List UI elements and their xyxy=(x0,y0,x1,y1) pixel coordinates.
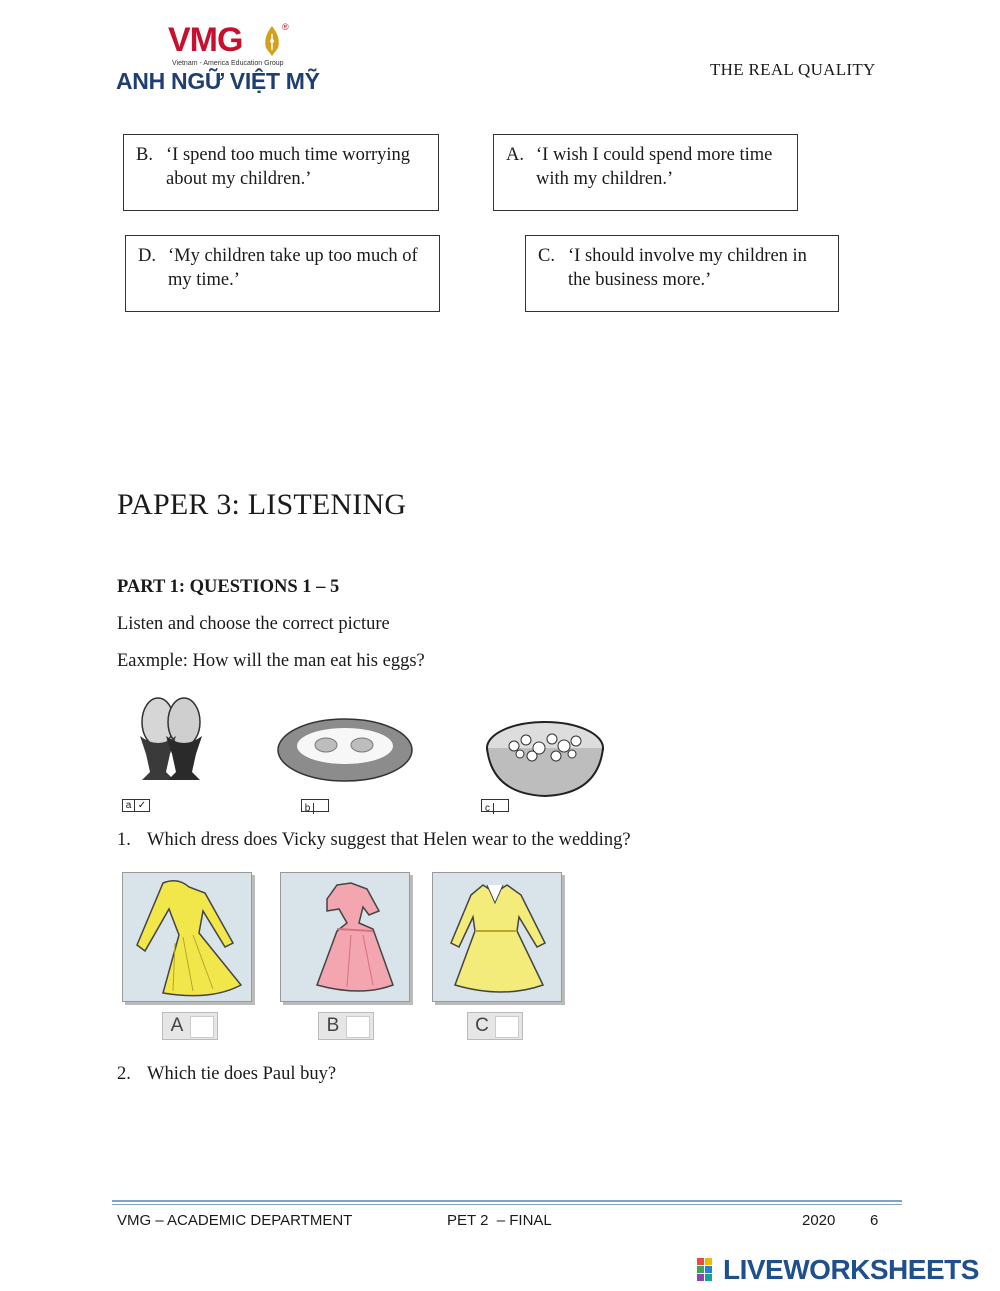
choice-label: a xyxy=(123,800,135,811)
dress-yellow-long-sleeve xyxy=(123,873,251,1001)
footer-title: PET 2 – FINAL xyxy=(447,1212,552,1229)
answer-checkbox[interactable] xyxy=(346,1016,370,1038)
footer-department: VMG – ACADEMIC DEPARTMENT xyxy=(117,1212,353,1229)
registered-mark: ® xyxy=(282,22,289,32)
boiled-eggs-picture xyxy=(130,692,215,787)
option-letter: C. xyxy=(538,246,555,266)
answer-box-dress-a[interactable] xyxy=(162,1012,218,1040)
choice-label: b xyxy=(302,803,314,814)
dress-picture-c xyxy=(432,872,562,1002)
watermark-text: LIVEWORKSHEETS xyxy=(723,1254,979,1285)
option-text: ‘I should involve my children in the business more.’ xyxy=(568,246,807,290)
footer-year: 2020 xyxy=(802,1212,836,1229)
option-box-c xyxy=(525,235,839,312)
answer-checkbox[interactable] xyxy=(495,1016,519,1038)
question-number: 1. xyxy=(117,830,131,850)
option-letter: A. xyxy=(506,145,524,165)
liveworksheets-logo-icon xyxy=(697,1258,721,1282)
answer-box-dress-b[interactable] xyxy=(318,1012,374,1040)
tagline: THE REAL QUALITY xyxy=(710,60,876,79)
option-text: ‘My children take up too much of my time.’ xyxy=(168,246,418,290)
question-1 xyxy=(117,830,631,851)
pen-nib-icon xyxy=(264,26,280,56)
instruction: Listen and choose the correct picture xyxy=(117,614,390,634)
answer-box-a[interactable] xyxy=(122,799,150,812)
checkmark xyxy=(494,800,508,811)
page-number: 6 xyxy=(870,1212,879,1229)
footer-rule xyxy=(112,1204,902,1205)
choice-label: B xyxy=(326,1015,340,1036)
option-box-b xyxy=(123,134,439,211)
dress-pale-yellow-collar xyxy=(433,873,561,1001)
footer-rule xyxy=(112,1200,902,1202)
question-2 xyxy=(117,1064,336,1085)
option-box-d xyxy=(125,235,440,312)
option-text: ‘I wish I could spend more time with my children.’ xyxy=(536,145,773,189)
option-text: ‘I spend too much time worrying about my children.’ xyxy=(166,145,411,189)
choice-label: A xyxy=(170,1015,184,1036)
question-number: 2. xyxy=(117,1064,131,1084)
question-text: Which tie does Paul buy? xyxy=(147,1064,337,1084)
example-question: Eaxmple: How will the man eat his eggs? xyxy=(117,651,425,671)
option-letter: D. xyxy=(138,246,156,266)
vmg-logo xyxy=(116,20,346,100)
option-box-a xyxy=(493,134,798,211)
dress-picture-b xyxy=(280,872,410,1002)
logo-name: ANH NGỮ VIỆT MỸ xyxy=(116,68,320,94)
answer-box-c[interactable] xyxy=(481,799,509,812)
fried-eggs-picture xyxy=(276,712,414,784)
answer-box-b[interactable] xyxy=(301,799,329,812)
checkmark: ✓ xyxy=(137,800,147,811)
answer-box-dress-c[interactable] xyxy=(467,1012,523,1040)
part-title: PART 1: QUESTIONS 1 – 5 xyxy=(117,577,340,597)
checkmark xyxy=(314,800,328,811)
choice-label: C xyxy=(475,1015,489,1036)
logo-subtitle: Vietnam - America Education Group xyxy=(172,60,284,67)
dress-pink-short-sleeve xyxy=(281,873,409,1001)
scrambled-eggs-picture xyxy=(484,712,606,798)
question-text: Which dress does Vicky suggest that Helen wear to the wedding? xyxy=(147,830,631,850)
paper-title: PAPER 3: LISTENING xyxy=(117,488,407,521)
choice-label: c xyxy=(482,803,494,814)
dress-picture-a xyxy=(122,872,252,1002)
logo-text: VMG xyxy=(168,21,243,59)
option-letter: B. xyxy=(136,145,153,165)
answer-checkbox[interactable] xyxy=(190,1016,214,1038)
